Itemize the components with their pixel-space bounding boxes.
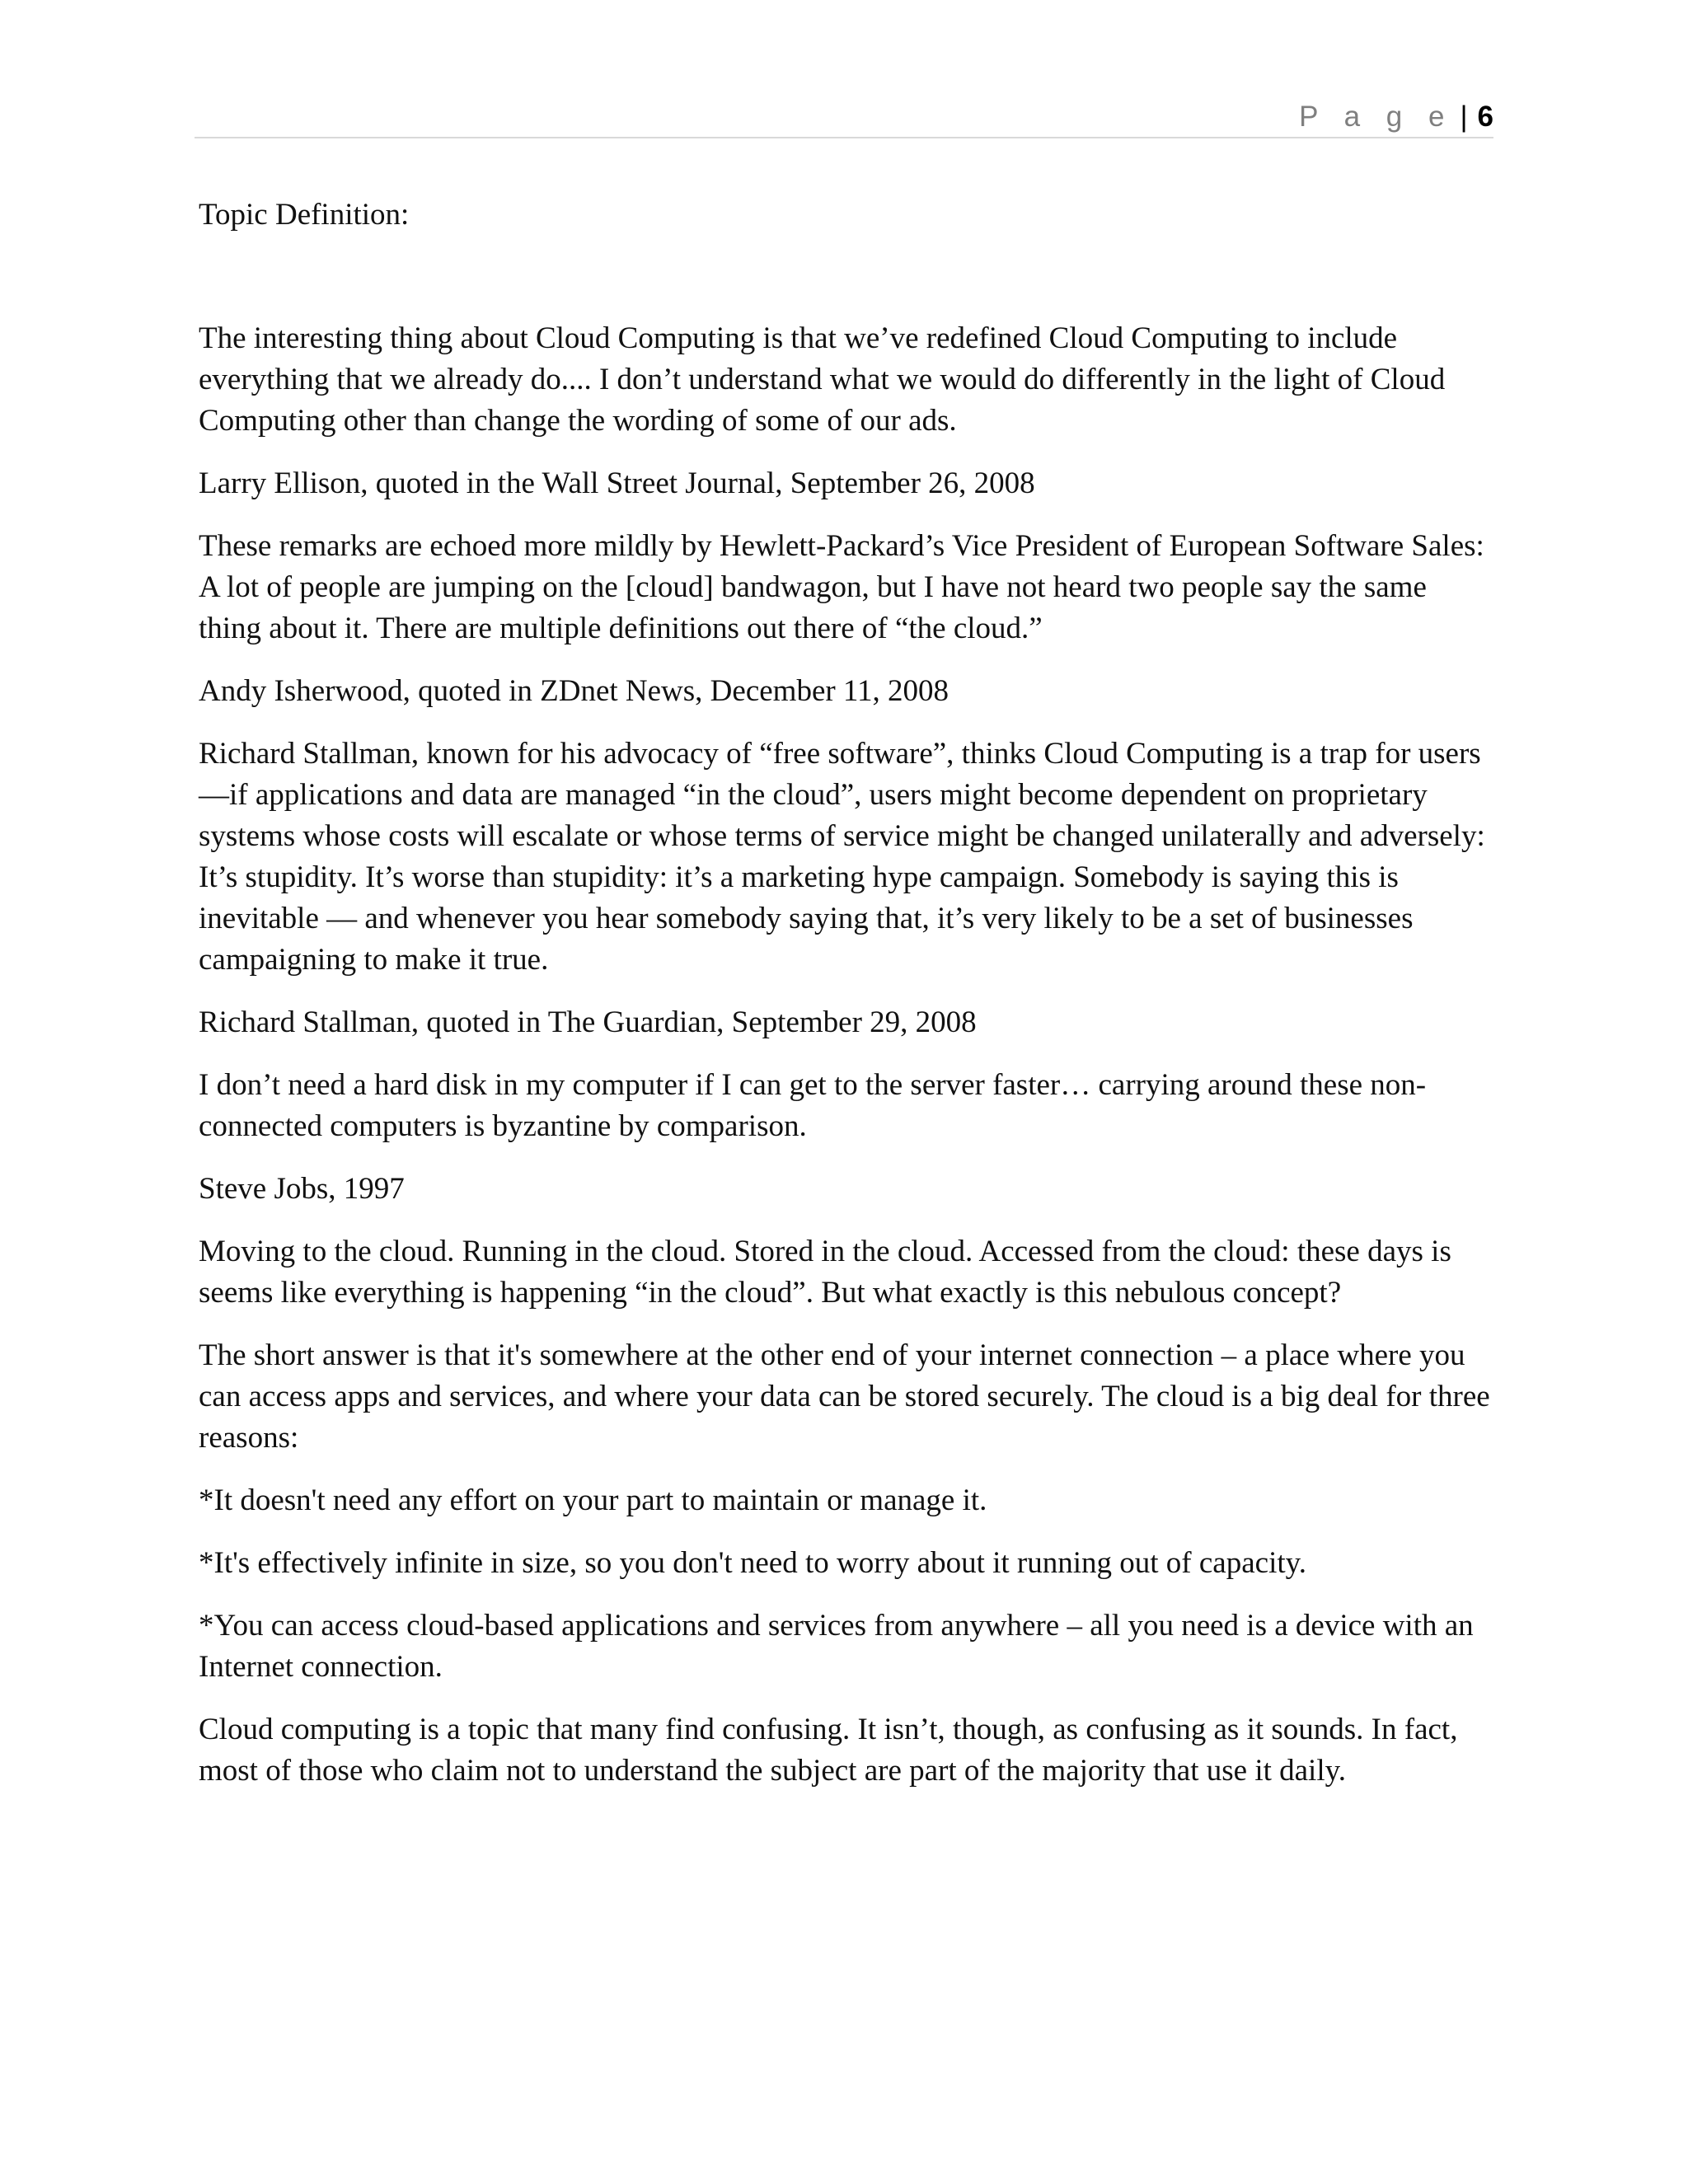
list-item-reason-maintenance: *It doesn't need any effort on your part to maintain or manage it. bbox=[199, 1483, 987, 1517]
paragraph-jobs-quote: I don’t need a hard disk in my computer if I can get to the server faster… carrying around these non- connected computers is byzantine by comparison. bbox=[199, 1068, 1427, 1143]
document-body bbox=[199, 194, 1493, 1813]
paragraph-conclusion: Cloud computing is a topic that many find confusing. It isn’t, though, as confusing as it sounds. In fact, most of those who claim not to understand the subject are part of the majority that use it daily. bbox=[199, 1713, 1458, 1788]
topic-title: Topic Definition: bbox=[199, 198, 410, 232]
attribution-ellison: Larry Ellison, quoted in the Wall Street Journal, September 26, 2008 bbox=[199, 466, 1035, 500]
page-separator: | bbox=[1460, 101, 1468, 133]
list-item-reason-access: *You can access cloud-based applications and services from anywhere – all you need is a device with an Internet connection. bbox=[199, 1609, 1474, 1684]
paragraph-cloud-intro: Moving to the cloud. Running in the cloud. Stored in the cloud. Accessed from the cloud: these days is seems like everything is happening “in the cloud”. But what exactly is this nebulous concept? bbox=[199, 1235, 1451, 1310]
page-label: P a g e bbox=[1299, 101, 1454, 133]
paragraph-ellison-quote: The interesting thing about Cloud Computing is that we’ve redefined Cloud Computing to include everything that we already do.... I don’t understand what we would do differently in the light of Cloud Computing other than change the wording of some of our ads. bbox=[199, 321, 1446, 438]
page-header bbox=[195, 97, 1493, 138]
attribution-stallman: Richard Stallman, quoted in The Guardian, September 29, 2008 bbox=[199, 1005, 977, 1039]
paragraph-hp-remarks: These remarks are echoed more mildly by Hewlett-Packard’s Vice President of European Software Sales: A lot of people are jumping on the [cloud] bandwagon, but I have not heard two people say the same thing about it. There are multiple definitions out there of “the cloud.” bbox=[199, 529, 1484, 645]
attribution-jobs: Steve Jobs, 1997 bbox=[199, 1172, 405, 1206]
paragraph-short-answer: The short answer is that it's somewhere at the other end of your internet connection – a place where you can access apps and services, and where your data can be stored securely. The cloud is a big deal for three reasons: bbox=[199, 1338, 1490, 1455]
paragraph-stallman-quote: Richard Stallman, known for his advocacy of “free software”, thinks Cloud Computing is a trap for users—if applications and data are managed “in the cloud”, users might become dependent on proprietary systems whose costs will escalate or whose terms of service might be changed unilaterally and adversely: It’s stupidity. It’s worse than stupidity: it’s a marketing hype campaign. Somebody is saying this is inevitable — and whenever you hear somebody saying that, it’s very likely to be a set of businesses campaigning to make it true. bbox=[199, 737, 1485, 977]
list-item-reason-capacity: *It's effectively infinite in size, so you don't need to worry about it running out of capacity. bbox=[199, 1546, 1306, 1580]
page-number: 6 bbox=[1477, 101, 1493, 133]
attribution-isherwood: Andy Isherwood, quoted in ZDnet News, December 11, 2008 bbox=[199, 674, 950, 708]
